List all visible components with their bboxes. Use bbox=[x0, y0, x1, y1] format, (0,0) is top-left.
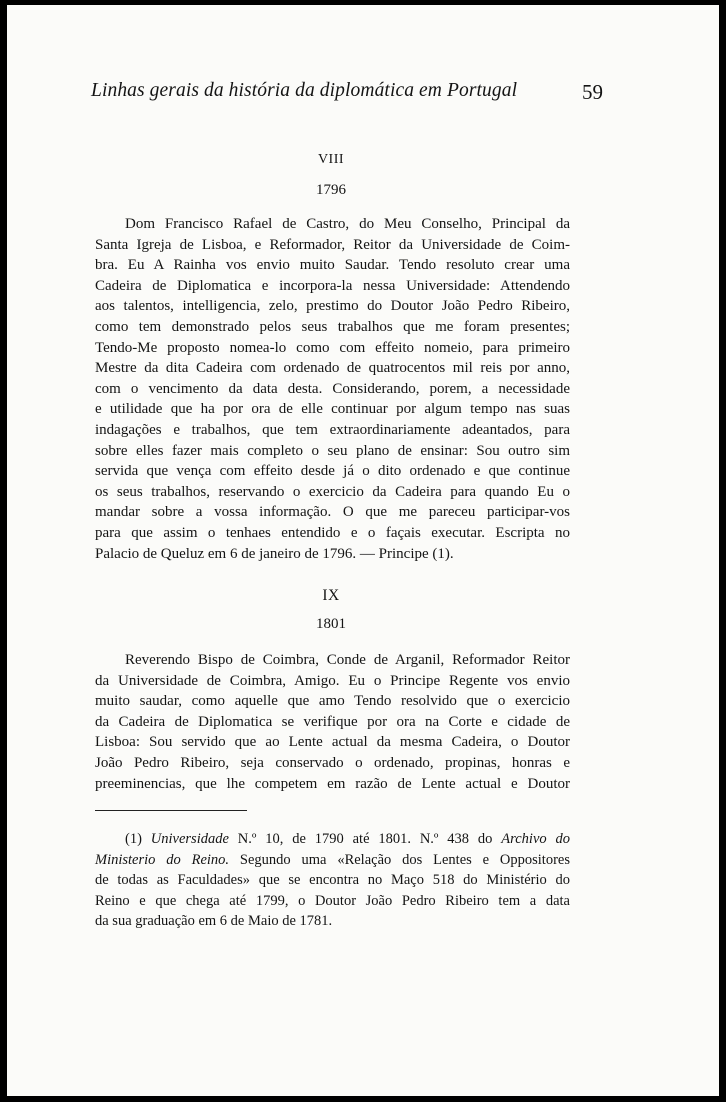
text-line: sobre elles fazer mais completo o seu plano de ensinar: Sou outro sim bbox=[95, 442, 570, 459]
text-line: preeminencias, que lhe competem em razão de Lente actual e Doutor bbox=[95, 775, 570, 792]
text-line: aos talentos, intelligencia, zelo, prestimo do Doutor João Pedro Ribeiro, bbox=[95, 298, 570, 315]
text-line: Lisboa: Sou servido que ao Lente actual da mesma Cadeira, o Doutor bbox=[95, 734, 570, 751]
text-line: indagações e trabalhos, que tem extraordinariamente adeantados, para bbox=[95, 421, 570, 438]
page-number: 59 bbox=[582, 80, 603, 104]
archive-title: Archivo do bbox=[501, 831, 570, 847]
running-title: Linhas gerais da história da diplomática em Portugal bbox=[91, 80, 518, 101]
text-line: João Pedro Ribeiro, seja conservado o ordenado, propinas, honras e bbox=[95, 754, 570, 771]
text-line: como tem demonstrado pelos seus trabalhos que me foram presentes; bbox=[95, 318, 570, 335]
text-line: da Universidade de Coimbra, Amigo. Eu o Principe Regente vos envio bbox=[95, 672, 570, 689]
text-line: com o vencimento da data desta. Considerando, porem, a necessidade bbox=[95, 380, 570, 397]
footnote-line: Reino e que chega até 1799, o Doutor João Pedro Ribeiro tem a data bbox=[95, 892, 570, 909]
footnote-text: N.º 10, de 1790 até 1801. N.º 438 do bbox=[228, 831, 502, 847]
footnote-separator bbox=[95, 810, 247, 811]
footnote-text: Segundo uma «Relação dos Lentes e Oppositores bbox=[229, 851, 570, 868]
section-year: 1801 bbox=[316, 616, 346, 632]
section-year: 1796 bbox=[316, 182, 346, 198]
source-title: Universidade bbox=[150, 831, 229, 847]
text-line: muito saudar, como aquelle que amo Tendo resolvido que o exercicio bbox=[95, 693, 570, 710]
text-line: bra. Eu A Rainha vos envio muito Saudar. Tendo resoluto crear uma bbox=[95, 257, 570, 274]
text-line: os seus trabalhos, reservando o exercicio da Cadeira para quando Eu o bbox=[95, 483, 570, 500]
footnote-line bbox=[95, 850, 570, 871]
text-line: e utilidade que ha por ora de elle continuar por algum tempo nas suas bbox=[95, 401, 570, 418]
section-number: IX bbox=[322, 587, 340, 604]
document-page bbox=[7, 5, 719, 1096]
text-line: Palacio de Queluz em 6 de janeiro de 1796. — Principe (1). bbox=[95, 545, 454, 562]
text-line: Cadeira de Diplomatica e incorpora-la nessa Universidade: Attendendo bbox=[95, 277, 570, 294]
footnote bbox=[95, 829, 570, 932]
footnote-line: da sua graduação em 6 de Maio de 1781. bbox=[95, 913, 333, 930]
text-line: Santa Igreja de Lisboa, e Reformador, Reitor da Universidade de Coim- bbox=[95, 236, 570, 253]
section-number: VIII bbox=[317, 152, 345, 167]
text-line: mandar sobre a vossa informação. O que me pareceu participar-vos bbox=[95, 504, 570, 521]
footnote-marker: (1) bbox=[125, 831, 142, 847]
page-header bbox=[91, 76, 611, 108]
footnote-line: de todas as Faculdades» que se encontra no Maço 518 do Ministério do bbox=[95, 872, 570, 889]
text-line: para que assim o tenhaes entendido e o façais executar. Escripta no bbox=[95, 524, 570, 541]
decree-1796-text bbox=[95, 214, 570, 564]
text-line: Tendo-Me proposto nomea-lo como com effeito nomeio, para primeiro bbox=[95, 339, 570, 356]
decree-1801-text bbox=[95, 650, 570, 794]
text-line: da Cadeira de Diplomatica se verifique por ora na Corte e cidade de bbox=[95, 713, 570, 730]
text-line: Reverendo Bispo de Coimbra, Conde de Arganil, Reformador Reitor bbox=[125, 652, 570, 668]
archive-title-cont: Ministerio do Reino. bbox=[95, 851, 230, 868]
text-line: Dom Francisco Rafael de Castro, do Meu Conselho, Principal da bbox=[125, 216, 570, 232]
footnote-line bbox=[95, 829, 570, 850]
text-line: servida que vença com effeito desde já o dito ordenado e que continue bbox=[95, 463, 570, 480]
text-line: Mestre da dita Cadeira com ordenado de quatrocentos mil reis por anno, bbox=[95, 360, 570, 377]
